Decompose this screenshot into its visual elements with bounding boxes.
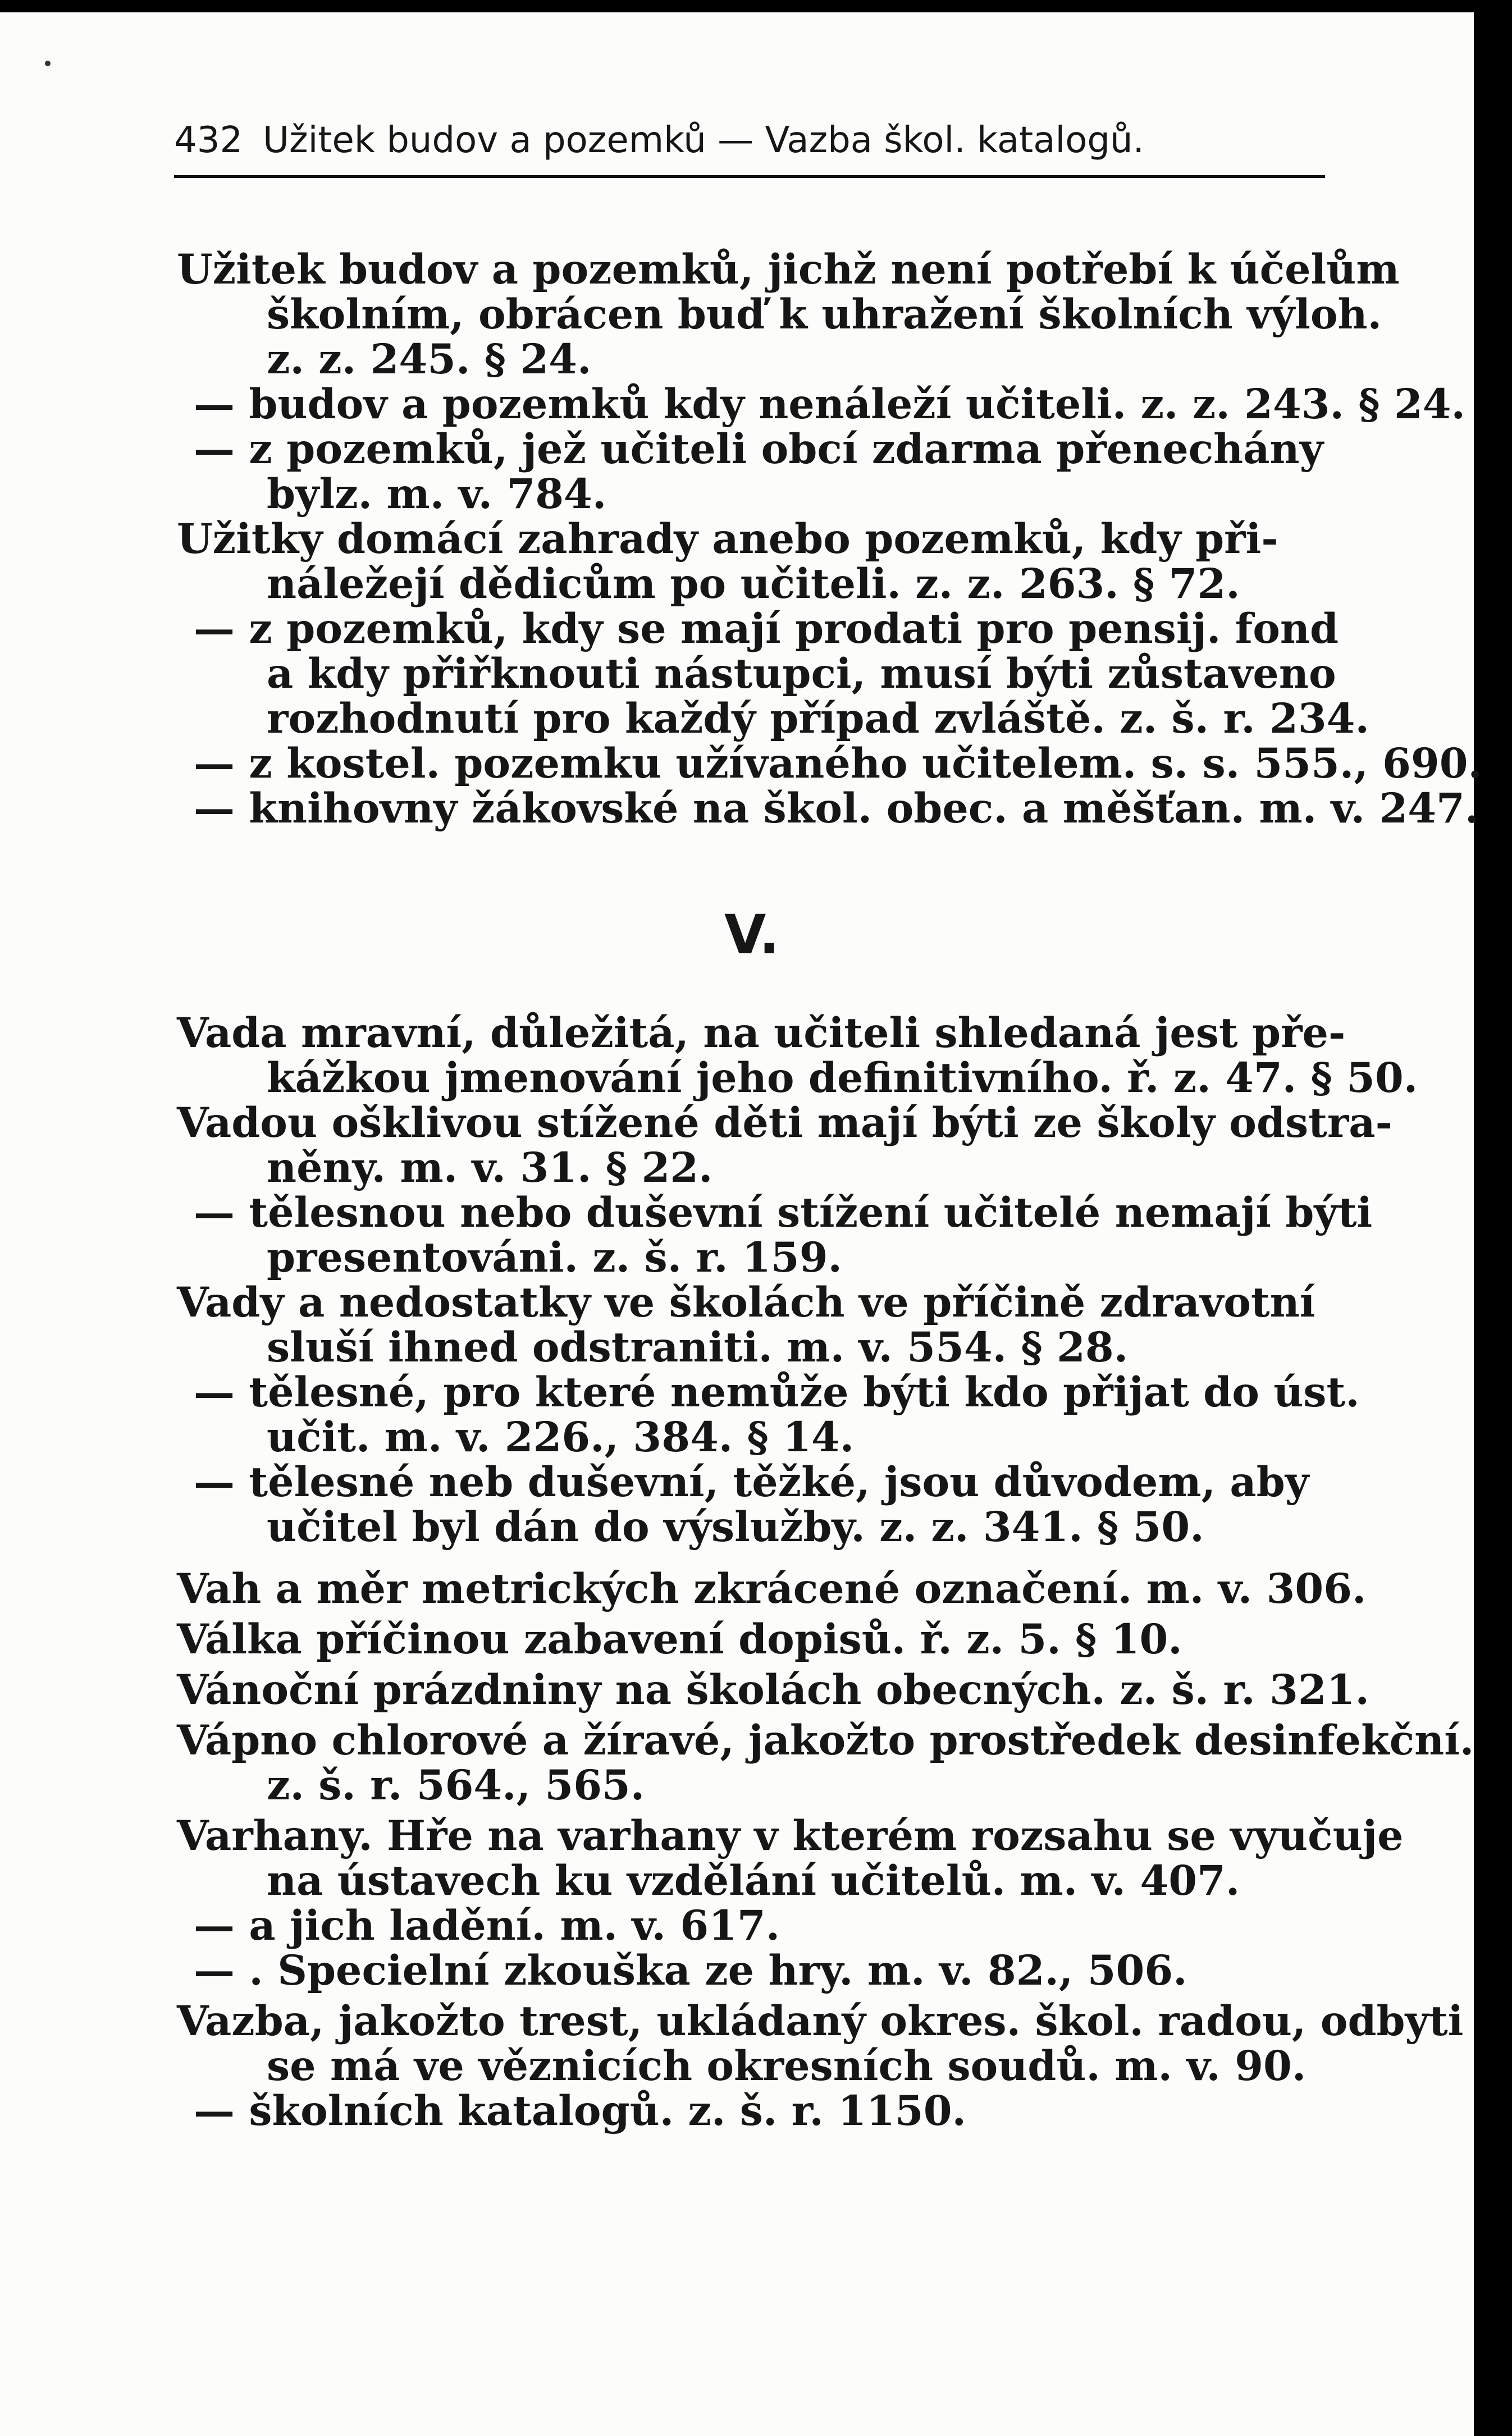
entry-line: Vápno chlorové a žíravé, jakožto prostředek desinfekční.	[177, 1716, 1474, 1765]
entry-line: rozhodnutí pro každý případ zvláště. z. š. r. 234.	[267, 694, 1369, 743]
scan-border-right	[1474, 0, 1512, 2436]
header-rule	[174, 175, 1325, 178]
entry-line: Vady a nedostatky ve školách ve příčině zdravotní	[177, 1278, 1315, 1327]
scan-border-top	[0, 0, 1512, 12]
entry-line: náležejí dědicům po učiteli. z. z. 263. § 72.	[267, 560, 1240, 608]
entry-line: učit. m. v. 226., 384. § 14.	[267, 1413, 855, 1461]
running-title: Užitek budov a pozemků — Vazba škol. katalogů.	[263, 120, 1144, 161]
page-number: 432	[174, 120, 243, 161]
section-letter: V.	[724, 903, 780, 966]
entry-line: — tělesné, pro které nemůže býti kdo přijat do úst.	[194, 1368, 1360, 1416]
entry-line: Vada mravní, důležitá, na učiteli shledaná jest pře-	[177, 1009, 1346, 1057]
entry-line: sluší ihned odstraniti. m. v. 554. § 28.	[267, 1323, 1129, 1372]
entry-line: — z pozemků, jež učiteli obcí zdarma přenechány	[194, 425, 1323, 473]
entry-line: — tělesnou nebo duševní stížení učitelé nemají býti	[194, 1189, 1373, 1237]
entry-line: učitel byl dán do výslužby. z. z. 341. § 50.	[267, 1503, 1204, 1551]
entry-line: něny. m. v. 31. § 22.	[267, 1144, 713, 1192]
running-header	[174, 115, 1325, 166]
entry-line: Válka příčinou zabavení dopisů. ř. z. 5. § 10.	[177, 1615, 1182, 1663]
entry-line: se má ve věznicích okresních soudů. m. v. 90.	[267, 2042, 1307, 2090]
entry-line: presentováni. z. š. r. 159.	[267, 1233, 842, 1282]
entry-line: Užitky domácí zahrady anebo pozemků, kdy při-	[177, 515, 1278, 563]
entry-line: a kdy přiřknouti nástupci, musí býti zůstaveno	[267, 650, 1336, 698]
entry-line: — školních katalogů. z. š. r. 1150.	[194, 2087, 966, 2135]
entry-line: Vazba, jakožto trest, ukládaný okres. škol. radou, odbyti	[177, 1997, 1464, 2045]
entry-line: Vánoční prázdniny na školách obecných. z. š. r. 321.	[177, 1666, 1369, 1714]
entry-line: z. z. 245. § 24.	[267, 335, 592, 383]
scan-speck	[45, 61, 51, 66]
entry-line: kážkou jmenování jeho definitivního. ř. z. 47. § 50.	[267, 1054, 1418, 1102]
entry-line: — tělesné neb duševní, těžké, jsou důvodem, aby	[194, 1458, 1309, 1506]
entry-line: — z pozemků, kdy se mají prodati pro pensij. fond	[194, 605, 1339, 653]
entry-line: školním, obrácen buď k uhražení školních výloh.	[267, 290, 1382, 339]
entry-line: — z kostel. pozemku užívaného učitelem. s. s. 555., 690.	[194, 739, 1482, 788]
entry-line: z. š. r. 564., 565.	[267, 1761, 645, 1809]
entry-line: Užitek budov a pozemků, jichž není potřebí k účelům	[177, 245, 1400, 294]
entry-line: — . Specielní zkouška ze hry. m. v. 82., 506.	[194, 1946, 1187, 1995]
entry-line: — a jich ladění. m. v. 617.	[194, 1902, 780, 1950]
entry-line: bylz. m. v. 784.	[267, 470, 607, 518]
entry-line: Vah a měr metrických zkrácené označení. m. v. 306.	[177, 1565, 1367, 1613]
entry-line: — knihovny žákovské na škol. obec. a měšťan. m. v. 247.	[194, 784, 1479, 833]
entry-line: — budov a pozemků kdy nenáleží učiteli. z. z. 243. § 24.	[194, 380, 1465, 428]
entry-line: Varhany. Hře na varhany v kterém rozsahu se vyučuje	[177, 1812, 1404, 1860]
entry-line: na ústavech ku vzdělání učitelů. m. v. 407.	[267, 1857, 1240, 1905]
entry-line: Vadou ošklivou stížené děti mají býti ze školy odstra-	[177, 1099, 1392, 1147]
